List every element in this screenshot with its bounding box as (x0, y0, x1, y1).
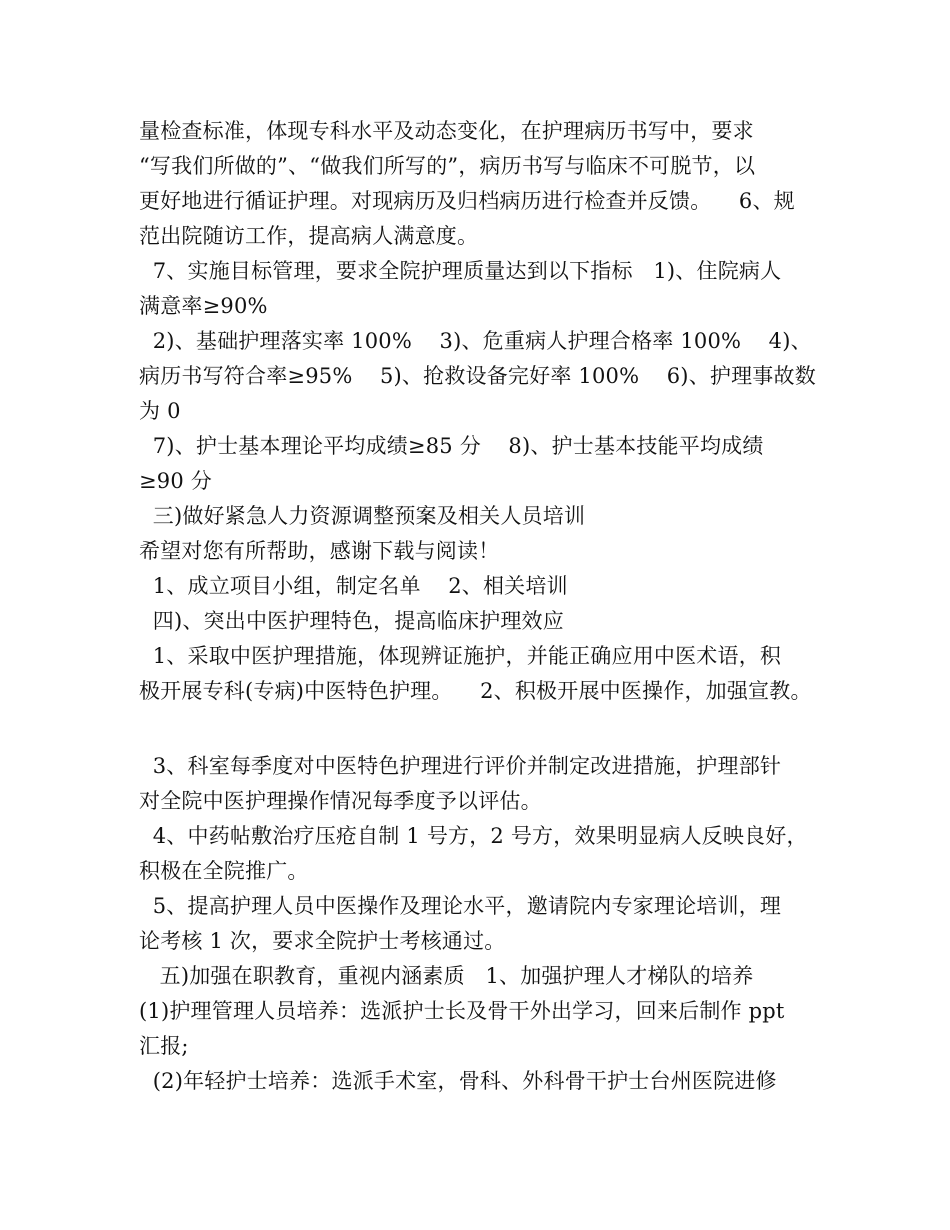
text-line: 五)加强在职教育，重视内涵素质 1、加强护理人才梯队的培养 (139, 964, 754, 988)
text-line: 论考核 1 次，要求全院护士考核通过。 (139, 929, 506, 953)
text-line: 1、成立项目小组，制定名单 2、相关培训 (139, 574, 568, 598)
text-line: 2)、基础护理落实率 100% 3)、危重病人护理合格率 100% 4)、 (139, 329, 812, 353)
text-line: 4、中药帖敷治疗压疮自制 1 号方，2 号方，效果明显病人反映良好， (139, 824, 808, 848)
text-line: 极开展专科(专病)中医特色护理。 2、积极开展中医操作，加强宣教。 (139, 679, 812, 703)
text-line: 满意率≥90% (139, 294, 268, 318)
text-line: ≥90 分 (139, 469, 212, 493)
text-line: (1)护理管理人员培养：选派护士长及骨干外出学习，回来后制作 ppt (139, 999, 785, 1023)
text-line: “写我们所做的”、“做我们所写的”，病历书写与临床不可脱节，以 (139, 154, 756, 178)
text-line: 四)、突出中医护理特色，提高临床护理效应 (139, 609, 564, 633)
text-line: 更好地进行循证护理。对现病历及归档病历进行检查并反馈。 6、规 (139, 189, 795, 213)
text-line: 积极在全院推广。 (139, 859, 309, 883)
text-line: 三)做好紧急人力资源调整预案及相关人员培训 (139, 504, 586, 528)
text-line: 7、实施目标管理，要求全院护理质量达到以下指标 1)、住院病人 (139, 259, 782, 283)
text-line: 希望对您有所帮助，感谢下载与阅读！ (139, 539, 500, 563)
text-line: 7)、护士基本理论平均成绩≥85 分 8)、护士基本技能平均成绩 (139, 434, 764, 458)
text-line: 对全院中医护理操作情况每季度予以评估。 (139, 789, 542, 813)
text-line: (2)年轻护士培养：选派手术室，骨科、外科骨干护士台州医院进修 (139, 1069, 777, 1093)
text-line: 病历书写符合率≥95% 5)、抢救设备完好率 100% 6)、护理事故数 (139, 364, 816, 388)
text-line: 为 0 (139, 399, 181, 423)
text-line: 汇报; (139, 1034, 189, 1058)
text-line: 1、采取中医护理措施，体现辨证施护，并能正确应用中医术语，积 (139, 644, 782, 668)
text-line: 3、科室每季度对中医特色护理进行评价并制定改进措施，护理部针 (139, 754, 782, 778)
text-line: 量检查标准，体现专科水平及动态变化，在护理病历书写中，要求 (139, 119, 754, 143)
text-line: 5、提高护理人员中医操作及理论水平，邀请院内专家理论培训，理 (139, 894, 782, 918)
text-line: 范出院随访工作，提高病人满意度。 (139, 224, 479, 248)
